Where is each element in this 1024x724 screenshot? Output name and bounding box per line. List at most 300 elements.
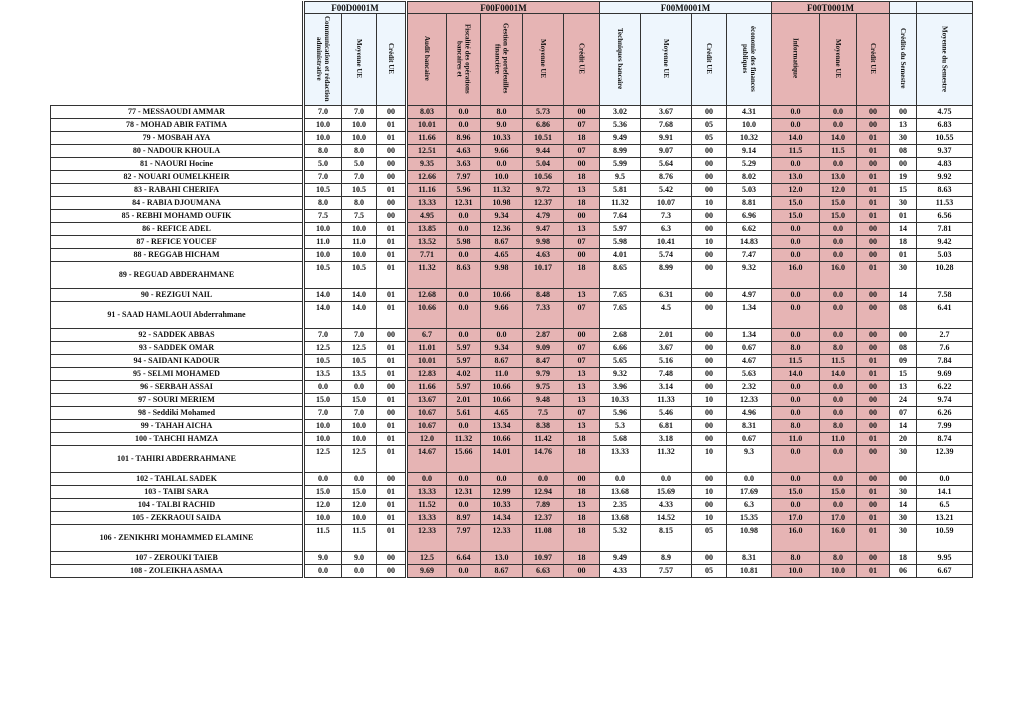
grade-cell: 0.0 [772, 302, 820, 329]
grade-cell: 10.67 [407, 420, 447, 433]
student-name: 78 - MOHAD ABIR FATIMA [51, 119, 304, 132]
grade-cell: 9.92 [917, 171, 973, 184]
grade-cell: 8.47 [523, 355, 564, 368]
grade-cell: 15.0 [342, 394, 377, 407]
grade-cell: 00 [692, 289, 727, 302]
student-name: 98 - Seddiki Mohamed [51, 407, 304, 420]
grade-cell: 01 [377, 223, 407, 236]
grade-cell: 4.79 [523, 210, 564, 223]
grade-cell: 01 [377, 394, 407, 407]
header-spacer [51, 2, 304, 14]
grade-cell: 12.31 [447, 486, 481, 499]
grade-cell: 0.0 [447, 499, 481, 512]
grade-cell: 8.0 [772, 342, 820, 355]
grade-cell: 8.48 [523, 289, 564, 302]
table-row [51, 329, 973, 342]
table-row [51, 210, 973, 223]
grade-cell: 9.34 [481, 342, 523, 355]
grade-cell: 18 [564, 433, 600, 446]
grade-cell: 7.99 [917, 420, 973, 433]
grade-cell: 10.33 [481, 499, 523, 512]
grade-cell: 14.0 [772, 132, 820, 145]
grade-cell: 01 [857, 145, 890, 158]
grade-cell: 7.33 [523, 302, 564, 329]
grade-cell: 13 [890, 119, 917, 132]
grade-cell: 0.0 [820, 394, 857, 407]
grade-cell: 5.61 [447, 407, 481, 420]
grade-cell: 7.0 [342, 407, 377, 420]
grade-cell: 01 [377, 236, 407, 249]
grade-cell: 00 [692, 381, 727, 394]
grade-cell: 01 [857, 132, 890, 145]
grade-cell: 13.68 [600, 512, 641, 525]
grade-cell: 12.39 [917, 446, 973, 473]
student-name: 94 - SAIDANI KADOUR [51, 355, 304, 368]
grade-cell: 07 [564, 302, 600, 329]
grade-cell: 01 [857, 486, 890, 499]
grade-cell: 17.0 [772, 512, 820, 525]
grade-cell: 1.34 [727, 302, 772, 329]
grade-cell: 00 [857, 158, 890, 171]
grade-cell: 2.32 [727, 381, 772, 394]
grade-cell: 00 [692, 499, 727, 512]
grade-cell: 10.0 [342, 512, 377, 525]
grade-cell: 15.0 [772, 486, 820, 499]
grade-cell: 00 [857, 552, 890, 565]
grade-cell: 13 [564, 223, 600, 236]
grade-cell: 08 [890, 302, 917, 329]
grade-cell: 9.44 [523, 145, 564, 158]
grade-cell: 00 [857, 249, 890, 262]
grade-cell: 4.63 [523, 249, 564, 262]
grade-cell: 15.0 [772, 197, 820, 210]
column-header-label: Crédit UE [869, 43, 877, 74]
grade-cell: 4.33 [600, 565, 641, 578]
grade-cell: 11.0 [820, 433, 857, 446]
grade-cell: 6.3 [727, 499, 772, 512]
grade-cell: 0.0 [820, 499, 857, 512]
grade-cell: 8.67 [481, 355, 523, 368]
grade-cell: 10.97 [523, 552, 564, 565]
grade-cell: 9.91 [641, 132, 692, 145]
student-name: 104 - TALBI RACHID [51, 499, 304, 512]
grade-cell: 13 [564, 420, 600, 433]
grade-cell: 14.0 [820, 368, 857, 381]
grade-cell: 10.98 [481, 197, 523, 210]
grade-cell: 0.0 [820, 381, 857, 394]
grade-cell: 00 [857, 394, 890, 407]
grade-cell: 13.21 [917, 512, 973, 525]
grade-cell: 14.83 [727, 236, 772, 249]
student-name: 101 - TAHIRI ABDERRAHMANE [51, 446, 304, 473]
grade-cell: 00 [857, 329, 890, 342]
grade-cell: 11.0 [481, 368, 523, 381]
column-header-label: Communication et rédaction administrative [315, 15, 331, 102]
grade-cell: 4.65 [481, 407, 523, 420]
grade-cell: 8.0 [772, 552, 820, 565]
grade-cell: 11.5 [772, 145, 820, 158]
grade-cell: 18 [890, 236, 917, 249]
grade-cell: 9.0 [481, 119, 523, 132]
grade-cell: 8.67 [481, 565, 523, 578]
grade-cell: 0.67 [727, 433, 772, 446]
grade-cell: 7.84 [917, 355, 973, 368]
grade-cell: 00 [692, 552, 727, 565]
grade-cell: 18 [564, 446, 600, 473]
grade-cell: 9.98 [481, 262, 523, 289]
group-header-row [51, 2, 973, 14]
column-header [772, 14, 820, 106]
grade-cell: 6.81 [641, 420, 692, 433]
grade-cell: 00 [564, 210, 600, 223]
grade-cell: 7.0 [342, 171, 377, 184]
grade-cell: 10 [692, 236, 727, 249]
grade-cell: 5.97 [447, 355, 481, 368]
grade-cell: 10.41 [641, 236, 692, 249]
grade-cell: 12.5 [342, 342, 377, 355]
grade-cell: 01 [857, 210, 890, 223]
student-name: 80 - NADOUR KHOULA [51, 145, 304, 158]
grade-cell: 0.0 [772, 236, 820, 249]
grade-cell: 10.5 [304, 262, 342, 289]
student-name: 99 - TAHAH AICHA [51, 420, 304, 433]
student-name: 79 - MOSBAH AYA [51, 132, 304, 145]
grade-cell: 7.57 [641, 565, 692, 578]
student-name: 93 - SADDEK OMAR [51, 342, 304, 355]
grade-cell: 12.68 [407, 289, 447, 302]
table-row [51, 394, 973, 407]
grade-cell: 12.0 [304, 499, 342, 512]
grade-cell: 13.33 [407, 197, 447, 210]
grade-cell: 01 [377, 302, 407, 329]
grade-cell: 15.0 [304, 394, 342, 407]
grade-cell: 07 [564, 119, 600, 132]
grade-cell: 20 [890, 433, 917, 446]
grade-cell: 8.31 [727, 552, 772, 565]
column-header-label: Gestion de portefeuilles financière [493, 23, 510, 94]
grade-cell: 9.07 [641, 145, 692, 158]
grade-cell: 9.98 [523, 236, 564, 249]
grade-cell: 0.0 [772, 106, 820, 119]
grade-cell: 01 [857, 525, 890, 552]
grade-cell: 13.34 [481, 420, 523, 433]
grade-cell: 6.31 [641, 289, 692, 302]
group-header: F00D0001M [304, 2, 407, 14]
column-header-label: Moyenne UE [834, 38, 842, 79]
grade-cell: 0.0 [820, 236, 857, 249]
grade-cell: 01 [377, 342, 407, 355]
grade-cell: 8.0 [304, 145, 342, 158]
grade-cell: 9.0 [304, 552, 342, 565]
grade-cell: 5.98 [600, 236, 641, 249]
grade-cell: 00 [692, 249, 727, 262]
student-name: 77 - MESSAOUDI AMMAR [51, 106, 304, 119]
grade-cell: 11.5 [304, 525, 342, 552]
grade-cell: 7.89 [523, 499, 564, 512]
grade-cell: 6.86 [523, 119, 564, 132]
column-header [407, 14, 447, 106]
grade-cell: 11.5 [820, 145, 857, 158]
grade-cell: 0.0 [447, 420, 481, 433]
grade-cell: 00 [564, 565, 600, 578]
grade-cell: 10.0 [342, 223, 377, 236]
grade-cell: 0.0 [447, 249, 481, 262]
grade-cell: 18 [564, 132, 600, 145]
grade-cell: 18 [564, 512, 600, 525]
grade-cell: 6.22 [917, 381, 973, 394]
grade-cell: 12.33 [481, 525, 523, 552]
student-name: 90 - REZIGUI NAIL [51, 289, 304, 302]
grade-cell: 4.97 [727, 289, 772, 302]
grade-cell: 3.67 [641, 106, 692, 119]
grade-cell: 00 [890, 329, 917, 342]
grade-cell: 00 [564, 249, 600, 262]
grade-cell: 11.52 [407, 499, 447, 512]
grade-cell: 10.0 [304, 512, 342, 525]
grade-cell: 12.51 [407, 145, 447, 158]
grade-cell: 4.31 [727, 106, 772, 119]
grade-cell: 13.68 [600, 486, 641, 499]
grade-cell: 0.0 [447, 329, 481, 342]
grade-cell: 8.81 [727, 197, 772, 210]
grade-cell: 10.07 [641, 197, 692, 210]
grade-cell: 11.0 [772, 433, 820, 446]
grade-cell: 0.0 [772, 407, 820, 420]
grade-cell: 12.83 [407, 368, 447, 381]
table-row [51, 132, 973, 145]
grade-cell: 30 [890, 512, 917, 525]
grade-cell: 8.0 [342, 145, 377, 158]
grade-cell: 12.0 [342, 499, 377, 512]
grade-cell: 8.0 [772, 420, 820, 433]
grade-cell: 01 [857, 433, 890, 446]
grade-cell: 11.5 [342, 525, 377, 552]
grade-cell: 13 [564, 394, 600, 407]
grade-cell: 8.15 [641, 525, 692, 552]
grade-cell: 5.74 [641, 249, 692, 262]
grade-cell: 12.66 [407, 171, 447, 184]
grade-cell: 9.48 [523, 394, 564, 407]
grade-cell: 8.99 [641, 262, 692, 289]
grade-cell: 10.66 [481, 289, 523, 302]
table-row [51, 446, 973, 473]
grade-cell: 11.08 [523, 525, 564, 552]
grade-cell: 5.0 [304, 158, 342, 171]
grade-cell: 00 [692, 407, 727, 420]
grade-cell: 5.97 [600, 223, 641, 236]
grade-cell: 00 [692, 473, 727, 486]
grade-cell: 01 [857, 197, 890, 210]
grade-cell: 4.83 [917, 158, 973, 171]
grade-cell: 14.0 [772, 368, 820, 381]
grade-cell: 30 [890, 132, 917, 145]
grade-cell: 13.33 [600, 446, 641, 473]
table-row [51, 486, 973, 499]
grade-cell: 2.87 [523, 329, 564, 342]
table-row [51, 473, 973, 486]
grade-cell: 5.0 [342, 158, 377, 171]
student-name: 108 - ZOLEIKHA ASMAA [51, 565, 304, 578]
grade-cell: 10 [692, 446, 727, 473]
grade-cell: 5.81 [600, 184, 641, 197]
grade-cell: 0.0 [772, 249, 820, 262]
grade-cell: 4.33 [641, 499, 692, 512]
grade-cell: 00 [692, 158, 727, 171]
grade-cell: 10.0 [481, 171, 523, 184]
grade-cell: 10.98 [727, 525, 772, 552]
grade-cell: 00 [692, 420, 727, 433]
grade-cell: 01 [377, 433, 407, 446]
column-header-label: économie des finances publiques [741, 25, 757, 92]
grade-cell: 5.64 [641, 158, 692, 171]
group-header: F00F0001M [407, 2, 600, 14]
grade-cell: 0.0 [481, 158, 523, 171]
column-header-label: Moyenne du Semestre [940, 25, 949, 92]
grade-cell: 15.0 [820, 197, 857, 210]
grade-cell: 00 [857, 119, 890, 132]
grade-cell: 07 [564, 407, 600, 420]
grade-cell: 0.0 [820, 329, 857, 342]
grade-cell: 00 [692, 106, 727, 119]
column-header-label: Crédits du Semestre [899, 28, 907, 89]
grade-cell: 9.75 [523, 381, 564, 394]
grade-cell: 0.0 [727, 473, 772, 486]
grade-cell: 07 [564, 145, 600, 158]
grade-cell: 00 [857, 106, 890, 119]
column-header [447, 14, 481, 106]
grade-cell: 9.34 [481, 210, 523, 223]
grade-cell: 0.0 [447, 106, 481, 119]
grade-cell: 12.5 [304, 342, 342, 355]
grade-cell: 7.0 [304, 329, 342, 342]
grade-cell: 5.97 [447, 342, 481, 355]
grade-cell: 3.18 [641, 433, 692, 446]
grade-cell: 15.69 [641, 486, 692, 499]
grade-cell: 05 [692, 132, 727, 145]
column-header [727, 14, 772, 106]
column-header [377, 14, 407, 106]
grade-cell: 5.96 [600, 407, 641, 420]
grade-cell: 10.0 [727, 119, 772, 132]
grade-cell: 0.0 [481, 329, 523, 342]
grade-cell: 10.0 [304, 433, 342, 446]
grade-cell: 10 [692, 394, 727, 407]
grade-cell: 9.32 [727, 262, 772, 289]
column-header [641, 14, 692, 106]
table-row [51, 433, 973, 446]
grade-cell: 07 [890, 407, 917, 420]
grade-cell: 00 [377, 106, 407, 119]
grade-cell: 00 [564, 158, 600, 171]
grade-cell: 05 [692, 119, 727, 132]
grade-cell: 10.5 [304, 355, 342, 368]
grade-cell: 14.34 [481, 512, 523, 525]
grade-cell: 08 [890, 145, 917, 158]
student-rows [51, 106, 973, 578]
grade-cell: 10.0 [772, 565, 820, 578]
grade-cell: 0.0 [772, 158, 820, 171]
grade-cell: 00 [692, 433, 727, 446]
grade-cell: 00 [890, 473, 917, 486]
grade-cell: 10 [692, 512, 727, 525]
grade-cell: 12.31 [447, 197, 481, 210]
grade-cell: 10.33 [600, 394, 641, 407]
grade-cell: 01 [377, 420, 407, 433]
grade-cell: 01 [377, 499, 407, 512]
grade-cell: 10.66 [481, 381, 523, 394]
grade-cell: 10.0 [304, 119, 342, 132]
grade-cell: 01 [377, 132, 407, 145]
grade-cell: 1.34 [727, 329, 772, 342]
grade-cell: 0.0 [772, 223, 820, 236]
grade-cell: 8.67 [481, 236, 523, 249]
grade-cell: 9.69 [407, 565, 447, 578]
group-header [890, 2, 917, 14]
grade-cell: 0.0 [447, 302, 481, 329]
grade-cell: 30 [890, 446, 917, 473]
student-name: 105 - ZEKRAOUI SAIDA [51, 512, 304, 525]
student-name: 84 - RABIA DJOUMANA [51, 197, 304, 210]
grade-cell: 00 [377, 145, 407, 158]
grade-cell: 13.67 [407, 394, 447, 407]
grade-cell: 0.67 [727, 342, 772, 355]
grade-cell: 8.0 [820, 552, 857, 565]
column-header-label: Moyenne UE [662, 38, 670, 79]
grade-cell: 5.46 [641, 407, 692, 420]
table-row [51, 381, 973, 394]
grade-cell: 0.0 [447, 565, 481, 578]
grade-cell: 7.71 [407, 249, 447, 262]
grade-cell: 15.0 [342, 486, 377, 499]
grade-cell: 07 [564, 342, 600, 355]
grade-cell: 7.68 [641, 119, 692, 132]
grade-cell: 6.62 [727, 223, 772, 236]
grade-cell: 01 [890, 249, 917, 262]
grade-cell: 00 [377, 329, 407, 342]
grade-cell: 3.96 [600, 381, 641, 394]
grade-cell: 00 [692, 184, 727, 197]
grade-cell: 10.0 [342, 132, 377, 145]
grade-cell: 9.47 [523, 223, 564, 236]
grade-cell: 9.69 [917, 368, 973, 381]
grade-cell: 7.97 [447, 525, 481, 552]
grade-cell: 4.01 [600, 249, 641, 262]
column-header [917, 14, 973, 106]
grade-cell: 8.63 [447, 262, 481, 289]
grade-cell: 11.53 [917, 197, 973, 210]
grade-cell: 12.0 [820, 184, 857, 197]
grade-cell: 05 [692, 525, 727, 552]
grade-cell: 7.81 [917, 223, 973, 236]
grade-cell: 00 [377, 158, 407, 171]
grade-cell: 0.0 [820, 249, 857, 262]
grade-cell: 15 [890, 184, 917, 197]
grade-cell: 5.98 [447, 236, 481, 249]
student-name: 102 - TAHLAL SADEK [51, 473, 304, 486]
column-header [523, 14, 564, 106]
student-name: 86 - REFICE ADEL [51, 223, 304, 236]
grade-cell: 00 [564, 473, 600, 486]
grade-cell: 01 [857, 262, 890, 289]
grade-cell: 9.74 [917, 394, 973, 407]
grade-cell: 8.65 [600, 262, 641, 289]
grade-cell: 9.42 [917, 236, 973, 249]
grade-cell: 8.0 [304, 197, 342, 210]
student-name: 82 - NOUARI OUMELKHEIR [51, 171, 304, 184]
grade-cell: 0.0 [304, 565, 342, 578]
grade-cell: 8.76 [641, 171, 692, 184]
grade-cell: 8.97 [447, 512, 481, 525]
